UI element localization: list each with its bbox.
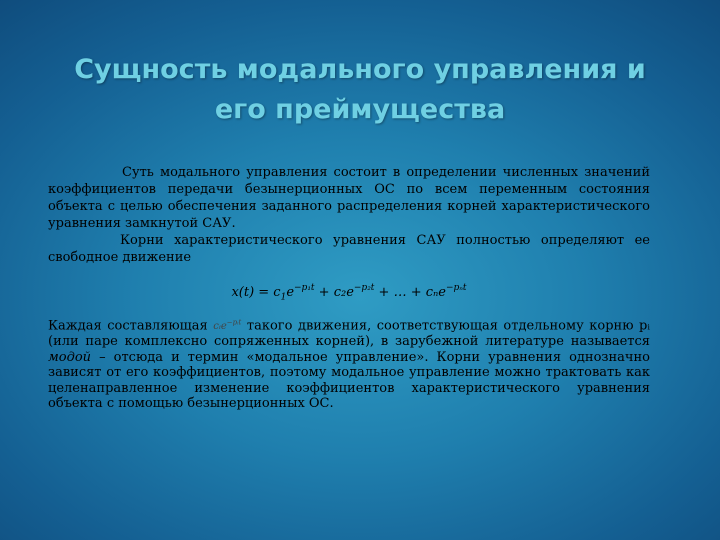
paragraph-modes — [48, 316, 650, 412]
formula-exp2: −p₂t — [353, 283, 375, 293]
formula-term2: + c₂e — [314, 285, 354, 300]
term-moda: модой — [48, 349, 92, 365]
formula-exp3: −pₙt — [445, 283, 467, 293]
paragraph-essence: Суть модального управления состоит в определении численных значений коэффициентов передачи безынерционных ОС по всем переменным состояния объекта с целью обеспечения заданного распределения корней характеристического уравнения замкнутой САУ. — [48, 165, 650, 231]
title-line-2: его преймущества — [214, 94, 506, 125]
paragraph-roots: Корни характеристического уравнения САУ полностью определяют ее свободное движение — [48, 233, 650, 265]
free-motion-formula: $x(t) = c_1e^{-p_1t} + c_2e^{-p_2t}$ + … + cₙe$^{-p_nt}$ — [231, 283, 467, 303]
formula-term3: + … + cₙe — [374, 285, 446, 300]
formula-lhs: x(t) = c — [231, 285, 281, 300]
slide-body — [48, 164, 650, 412]
inline-mode-term: cᵢe$^{-pᵢt}$ — [213, 318, 242, 332]
paragraph3-end: – отсюда и термин «модальное управление». Корни уравнения однозначно зависят от его коэффициентов, поэтому модальное управление можно трактовать как целенаправленное изменение коэффициентов характеристического уравнения объекта с помощью безынерционных ОС. — [48, 349, 650, 412]
formula-exp1: −p₁t — [294, 283, 315, 293]
formula-term1: e — [286, 285, 295, 300]
title-line-1: Сущность модального управления и — [74, 54, 646, 85]
paragraph3-start: Каждая составляющая — [48, 317, 208, 333]
slide-title — [40, 50, 680, 130]
paragraph3-middle: такого движения, соответствующая отдельному корню pᵢ (или паре комплексно сопряженных корней), в зарубежной литературе называется — [48, 317, 650, 350]
